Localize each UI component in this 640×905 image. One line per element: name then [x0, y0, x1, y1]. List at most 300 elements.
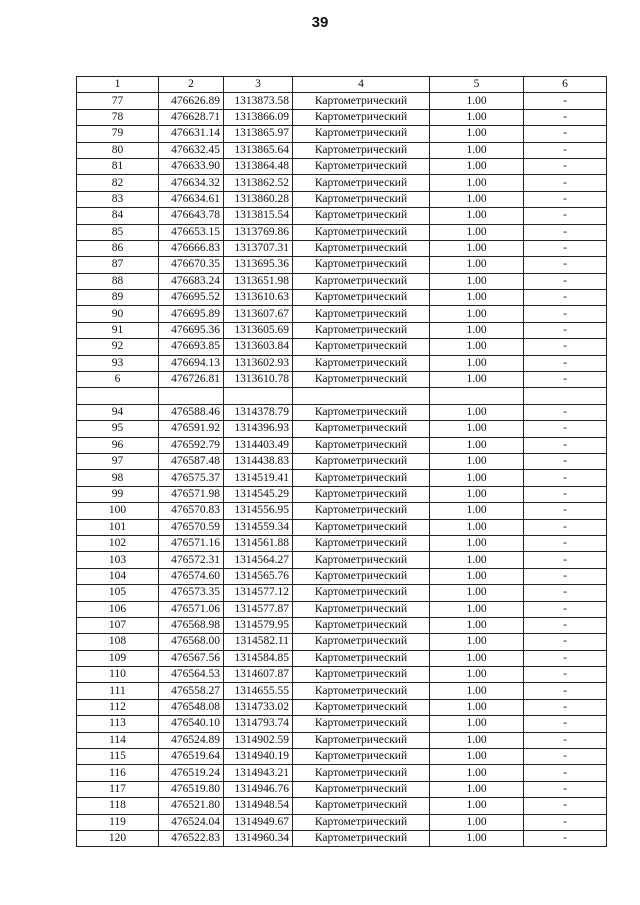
cell-method: Картометрический — [293, 699, 430, 715]
table-row — [77, 601, 607, 617]
cell-point-number: 112 — [77, 699, 159, 715]
cell-point-number: 101 — [77, 519, 159, 535]
cell-method: Картометрический — [293, 470, 430, 486]
cell-accuracy: 1.00 — [430, 601, 524, 617]
cell-x-coordinate: 476571.06 — [159, 601, 224, 617]
cell-x-coordinate: 476643.78 — [159, 208, 224, 224]
cell-accuracy: 1.00 — [430, 372, 524, 388]
cell-accuracy: 1.00 — [430, 355, 524, 371]
cell-y-coordinate: 1314577.12 — [224, 585, 293, 601]
cell-y-coordinate: 1314582.11 — [224, 634, 293, 650]
cell-note: - — [524, 175, 607, 191]
table-row — [77, 240, 607, 256]
cell-accuracy: 1.00 — [430, 683, 524, 699]
cell-y-coordinate: 1313860.28 — [224, 191, 293, 207]
cell-point-number: 91 — [77, 322, 159, 338]
table-row — [77, 634, 607, 650]
cell-x-coordinate: 476634.61 — [159, 191, 224, 207]
cell-accuracy: 1.00 — [430, 240, 524, 256]
cell-accuracy: 1.00 — [430, 535, 524, 551]
cell-point-number: 109 — [77, 650, 159, 666]
cell-y-coordinate: 1313602.93 — [224, 355, 293, 371]
cell-point-number — [77, 388, 159, 404]
cell-y-coordinate: 1314561.88 — [224, 535, 293, 551]
cell-y-coordinate: 1313610.63 — [224, 290, 293, 306]
cell-x-coordinate: 476571.16 — [159, 535, 224, 551]
cell-note: - — [524, 814, 607, 830]
cell-y-coordinate: 1313769.86 — [224, 224, 293, 240]
cell-x-coordinate: 476573.35 — [159, 585, 224, 601]
cell-x-coordinate: 476572.31 — [159, 552, 224, 568]
cell-point-number: 115 — [77, 749, 159, 765]
cell-point-number: 118 — [77, 798, 159, 814]
header-cell-x-coordinate: 2 — [159, 77, 224, 93]
cell-x-coordinate: 476632.45 — [159, 142, 224, 158]
cell-accuracy: 1.00 — [430, 798, 524, 814]
table-row — [77, 568, 607, 584]
cell-note: - — [524, 798, 607, 814]
table-row — [77, 650, 607, 666]
cell-method: Картометрический — [293, 568, 430, 584]
cell-note: - — [524, 486, 607, 502]
cell-accuracy: 1.00 — [430, 749, 524, 765]
cell-accuracy: 1.00 — [430, 257, 524, 273]
cell-y-coordinate: 1314902.59 — [224, 732, 293, 748]
cell-x-coordinate: 476695.89 — [159, 306, 224, 322]
cell-method: Картометрический — [293, 355, 430, 371]
cell-point-number: 96 — [77, 437, 159, 453]
table-row — [77, 208, 607, 224]
cell-y-coordinate: 1313603.84 — [224, 339, 293, 355]
cell-y-coordinate: 1314545.29 — [224, 486, 293, 502]
cell-method: Картометрический — [293, 175, 430, 191]
cell-x-coordinate: 476570.59 — [159, 519, 224, 535]
cell-method: Картометрический — [293, 142, 430, 158]
cell-note: - — [524, 552, 607, 568]
table-row — [77, 453, 607, 469]
cell-note — [524, 388, 607, 404]
cell-method: Картометрический — [293, 93, 430, 109]
table-row — [77, 126, 607, 142]
cell-x-coordinate: 476695.36 — [159, 322, 224, 338]
cell-x-coordinate: 476570.83 — [159, 503, 224, 519]
cell-y-coordinate: 1314960.34 — [224, 830, 293, 846]
cell-method: Картометрический — [293, 191, 430, 207]
cell-x-coordinate: 476548.08 — [159, 699, 224, 715]
table-row — [77, 421, 607, 437]
cell-y-coordinate: 1314564.27 — [224, 552, 293, 568]
header-cell-point-number: 1 — [77, 77, 159, 93]
cell-note: - — [524, 421, 607, 437]
cell-point-number: 78 — [77, 109, 159, 125]
cell-note: - — [524, 158, 607, 174]
header-cell-note: 6 — [524, 77, 607, 93]
table-header — [77, 77, 607, 93]
header-cell-accuracy: 5 — [430, 77, 524, 93]
table-row — [77, 355, 607, 371]
cell-point-number: 81 — [77, 158, 159, 174]
cell-accuracy: 1.00 — [430, 486, 524, 502]
cell-method: Картометрический — [293, 601, 430, 617]
cell-y-coordinate: 1314943.21 — [224, 765, 293, 781]
cell-accuracy: 1.00 — [430, 142, 524, 158]
cell-x-coordinate: 476575.37 — [159, 470, 224, 486]
cell-point-number: 6 — [77, 372, 159, 388]
table-row — [77, 404, 607, 420]
cell-y-coordinate: 1314396.93 — [224, 421, 293, 437]
cell-method: Картометрический — [293, 765, 430, 781]
cell-y-coordinate: 1313866.09 — [224, 109, 293, 125]
cell-note: - — [524, 240, 607, 256]
cell-point-number: 87 — [77, 257, 159, 273]
cell-y-coordinate: 1314584.85 — [224, 650, 293, 666]
cell-note: - — [524, 322, 607, 338]
cell-y-coordinate: 1314556.95 — [224, 503, 293, 519]
cell-accuracy: 1.00 — [430, 503, 524, 519]
cell-method: Картометрический — [293, 453, 430, 469]
cell-y-coordinate: 1314559.34 — [224, 519, 293, 535]
cell-point-number: 80 — [77, 142, 159, 158]
cell-note: - — [524, 683, 607, 699]
cell-method: Картометрический — [293, 421, 430, 437]
cell-y-coordinate: 1313873.58 — [224, 93, 293, 109]
table-row — [77, 273, 607, 289]
cell-y-coordinate: 1314948.54 — [224, 798, 293, 814]
cell-x-coordinate: 476568.00 — [159, 634, 224, 650]
table-row — [77, 814, 607, 830]
cell-method: Картометрический — [293, 781, 430, 797]
cell-y-coordinate: 1314579.95 — [224, 617, 293, 633]
cell-method: Картометрический — [293, 634, 430, 650]
cell-accuracy: 1.00 — [430, 634, 524, 650]
cell-y-coordinate: 1313610.78 — [224, 372, 293, 388]
cell-accuracy: 1.00 — [430, 191, 524, 207]
cell-point-number: 83 — [77, 191, 159, 207]
cell-x-coordinate: 476666.83 — [159, 240, 224, 256]
cell-method: Картометрический — [293, 306, 430, 322]
cell-accuracy: 1.00 — [430, 667, 524, 683]
cell-method: Картометрический — [293, 109, 430, 125]
cell-accuracy: 1.00 — [430, 273, 524, 289]
cell-point-number: 102 — [77, 535, 159, 551]
cell-method: Картометрический — [293, 552, 430, 568]
cell-x-coordinate: 476567.56 — [159, 650, 224, 666]
cell-x-coordinate: 476633.90 — [159, 158, 224, 174]
table-row — [77, 372, 607, 388]
cell-y-coordinate: 1313607.67 — [224, 306, 293, 322]
cell-method — [293, 388, 430, 404]
cell-note: - — [524, 601, 607, 617]
cell-method: Картометрический — [293, 257, 430, 273]
cell-y-coordinate: 1314519.41 — [224, 470, 293, 486]
cell-point-number: 100 — [77, 503, 159, 519]
cell-note: - — [524, 437, 607, 453]
cell-accuracy: 1.00 — [430, 519, 524, 535]
cell-x-coordinate: 476519.24 — [159, 765, 224, 781]
cell-x-coordinate: 476631.14 — [159, 126, 224, 142]
cell-point-number: 103 — [77, 552, 159, 568]
cell-x-coordinate: 476564.53 — [159, 667, 224, 683]
cell-note: - — [524, 273, 607, 289]
table-row — [77, 667, 607, 683]
cell-x-coordinate: 476540.10 — [159, 716, 224, 732]
cell-accuracy: 1.00 — [430, 830, 524, 846]
cell-y-coordinate: 1314378.79 — [224, 404, 293, 420]
cell-y-coordinate: 1313815.54 — [224, 208, 293, 224]
cell-x-coordinate: 476519.80 — [159, 781, 224, 797]
cell-method: Картометрический — [293, 814, 430, 830]
header-cell-y-coordinate: 3 — [224, 77, 293, 93]
table-row — [77, 716, 607, 732]
table-row — [77, 519, 607, 535]
cell-method: Картометрический — [293, 486, 430, 502]
cell-method: Картометрический — [293, 290, 430, 306]
cell-accuracy: 1.00 — [430, 93, 524, 109]
cell-point-number: 117 — [77, 781, 159, 797]
cell-note: - — [524, 699, 607, 715]
cell-method: Картометрический — [293, 798, 430, 814]
cell-note: - — [524, 126, 607, 142]
table-row — [77, 175, 607, 191]
cell-note: - — [524, 142, 607, 158]
cell-note: - — [524, 535, 607, 551]
cell-note: - — [524, 453, 607, 469]
cell-method: Картометрический — [293, 519, 430, 535]
cell-accuracy: 1.00 — [430, 290, 524, 306]
cell-point-number: 79 — [77, 126, 159, 142]
cell-note: - — [524, 568, 607, 584]
cell-y-coordinate: 1313865.64 — [224, 142, 293, 158]
table-row — [77, 322, 607, 338]
cell-point-number: 110 — [77, 667, 159, 683]
cell-method: Картометрический — [293, 437, 430, 453]
cell-accuracy: 1.00 — [430, 470, 524, 486]
cell-method: Картометрический — [293, 716, 430, 732]
cell-point-number: 99 — [77, 486, 159, 502]
cell-accuracy: 1.00 — [430, 306, 524, 322]
cell-note: - — [524, 503, 607, 519]
cell-method: Картометрический — [293, 273, 430, 289]
cell-accuracy: 1.00 — [430, 126, 524, 142]
table-row — [77, 191, 607, 207]
cell-point-number: 94 — [77, 404, 159, 420]
cell-method: Картометрический — [293, 830, 430, 846]
cell-accuracy: 1.00 — [430, 339, 524, 355]
cell-note: - — [524, 93, 607, 109]
cell-point-number: 85 — [77, 224, 159, 240]
cell-method: Картометрический — [293, 667, 430, 683]
cell-point-number: 77 — [77, 93, 159, 109]
table-row — [77, 503, 607, 519]
cell-accuracy: 1.00 — [430, 765, 524, 781]
table-row — [77, 749, 607, 765]
cell-x-coordinate: 476626.89 — [159, 93, 224, 109]
cell-method: Картометрический — [293, 683, 430, 699]
cell-point-number: 89 — [77, 290, 159, 306]
cell-note: - — [524, 224, 607, 240]
cell-method: Картометрический — [293, 339, 430, 355]
cell-x-coordinate: 476587.48 — [159, 453, 224, 469]
page-number: 39 — [311, 14, 329, 31]
cell-method: Картометрический — [293, 535, 430, 551]
table-row — [77, 470, 607, 486]
cell-method: Картометрический — [293, 240, 430, 256]
table-row — [77, 257, 607, 273]
cell-note: - — [524, 372, 607, 388]
table-row — [77, 306, 607, 322]
cell-note: - — [524, 519, 607, 535]
cell-y-coordinate: 1314940.19 — [224, 749, 293, 765]
cell-x-coordinate: 476591.92 — [159, 421, 224, 437]
cell-accuracy: 1.00 — [430, 552, 524, 568]
cell-y-coordinate: 1313695.36 — [224, 257, 293, 273]
cell-method: Картометрический — [293, 732, 430, 748]
cell-y-coordinate: 1314565.76 — [224, 568, 293, 584]
cell-method: Картометрический — [293, 224, 430, 240]
coordinates-table — [76, 76, 607, 847]
cell-x-coordinate: 476519.64 — [159, 749, 224, 765]
cell-point-number: 105 — [77, 585, 159, 601]
cell-x-coordinate: 476521.80 — [159, 798, 224, 814]
cell-y-coordinate: 1313865.97 — [224, 126, 293, 142]
table-row — [77, 830, 607, 846]
cell-x-coordinate: 476694.13 — [159, 355, 224, 371]
cell-x-coordinate: 476588.46 — [159, 404, 224, 420]
cell-y-coordinate: 1313862.52 — [224, 175, 293, 191]
cell-method: Картометрический — [293, 585, 430, 601]
cell-method: Картометрический — [293, 208, 430, 224]
cell-accuracy: 1.00 — [430, 404, 524, 420]
cell-y-coordinate: 1313707.31 — [224, 240, 293, 256]
table-row — [77, 437, 607, 453]
table-row — [77, 798, 607, 814]
cell-note: - — [524, 749, 607, 765]
cell-note: - — [524, 404, 607, 420]
cell-y-coordinate: 1314733.02 — [224, 699, 293, 715]
cell-y-coordinate: 1314655.55 — [224, 683, 293, 699]
cell-point-number: 108 — [77, 634, 159, 650]
cell-note: - — [524, 355, 607, 371]
cell-accuracy: 1.00 — [430, 437, 524, 453]
cell-accuracy: 1.00 — [430, 421, 524, 437]
cell-point-number: 107 — [77, 617, 159, 633]
table-row — [77, 290, 607, 306]
cell-note: - — [524, 208, 607, 224]
cell-note: - — [524, 650, 607, 666]
cell-note: - — [524, 306, 607, 322]
cell-point-number: 111 — [77, 683, 159, 699]
cell-x-coordinate: 476695.52 — [159, 290, 224, 306]
cell-accuracy: 1.00 — [430, 699, 524, 715]
cell-note: - — [524, 667, 607, 683]
cell-y-coordinate: 1313864.48 — [224, 158, 293, 174]
table-row — [77, 617, 607, 633]
table-row — [77, 683, 607, 699]
table-row — [77, 109, 607, 125]
cell-method: Картометрический — [293, 749, 430, 765]
cell-x-coordinate: 476574.60 — [159, 568, 224, 584]
cell-y-coordinate: 1314946.76 — [224, 781, 293, 797]
cell-y-coordinate: 1314607.87 — [224, 667, 293, 683]
cell-method: Картометрический — [293, 650, 430, 666]
cell-x-coordinate: 476568.98 — [159, 617, 224, 633]
cell-point-number: 86 — [77, 240, 159, 256]
cell-note: - — [524, 257, 607, 273]
cell-method: Картометрический — [293, 372, 430, 388]
cell-accuracy: 1.00 — [430, 814, 524, 830]
cell-point-number: 114 — [77, 732, 159, 748]
table-body — [77, 93, 607, 847]
cell-accuracy: 1.00 — [430, 617, 524, 633]
cell-accuracy: 1.00 — [430, 716, 524, 732]
cell-note: - — [524, 585, 607, 601]
cell-x-coordinate: 476634.32 — [159, 175, 224, 191]
cell-x-coordinate: 476726.81 — [159, 372, 224, 388]
cell-note: - — [524, 470, 607, 486]
cell-x-coordinate: 476522.83 — [159, 830, 224, 846]
cell-method: Картометрический — [293, 322, 430, 338]
table-row — [77, 699, 607, 715]
cell-x-coordinate: 476653.15 — [159, 224, 224, 240]
cell-y-coordinate: 1313651.98 — [224, 273, 293, 289]
cell-note: - — [524, 830, 607, 846]
cell-note: - — [524, 765, 607, 781]
table-row — [77, 486, 607, 502]
header-row — [77, 77, 607, 93]
cell-x-coordinate — [159, 388, 224, 404]
cell-point-number: 95 — [77, 421, 159, 437]
cell-y-coordinate: 1313605.69 — [224, 322, 293, 338]
table-row — [77, 585, 607, 601]
cell-point-number: 82 — [77, 175, 159, 191]
table-row — [77, 765, 607, 781]
cell-note: - — [524, 716, 607, 732]
cell-point-number: 119 — [77, 814, 159, 830]
cell-x-coordinate: 476558.27 — [159, 683, 224, 699]
cell-accuracy: 1.00 — [430, 781, 524, 797]
cell-method: Картометрический — [293, 404, 430, 420]
cell-note: - — [524, 781, 607, 797]
cell-note: - — [524, 109, 607, 125]
cell-accuracy: 1.00 — [430, 568, 524, 584]
table-row — [77, 535, 607, 551]
cell-y-coordinate: 1314577.87 — [224, 601, 293, 617]
cell-accuracy: 1.00 — [430, 650, 524, 666]
cell-accuracy: 1.00 — [430, 175, 524, 191]
cell-accuracy: 1.00 — [430, 453, 524, 469]
cell-point-number: 92 — [77, 339, 159, 355]
cell-point-number: 97 — [77, 453, 159, 469]
cell-x-coordinate: 476524.89 — [159, 732, 224, 748]
cell-point-number: 113 — [77, 716, 159, 732]
cell-point-number: 93 — [77, 355, 159, 371]
cell-accuracy: 1.00 — [430, 224, 524, 240]
cell-note: - — [524, 617, 607, 633]
cell-note: - — [524, 732, 607, 748]
cell-note: - — [524, 290, 607, 306]
cell-x-coordinate: 476592.79 — [159, 437, 224, 453]
cell-y-coordinate: 1314949.67 — [224, 814, 293, 830]
cell-y-coordinate: 1314793.74 — [224, 716, 293, 732]
header-cell-method: 4 — [293, 77, 430, 93]
cell-accuracy: 1.00 — [430, 322, 524, 338]
cell-point-number: 116 — [77, 765, 159, 781]
cell-y-coordinate — [224, 388, 293, 404]
table-row — [77, 158, 607, 174]
table-row — [77, 224, 607, 240]
cell-y-coordinate: 1314438.83 — [224, 453, 293, 469]
cell-accuracy: 1.00 — [430, 732, 524, 748]
